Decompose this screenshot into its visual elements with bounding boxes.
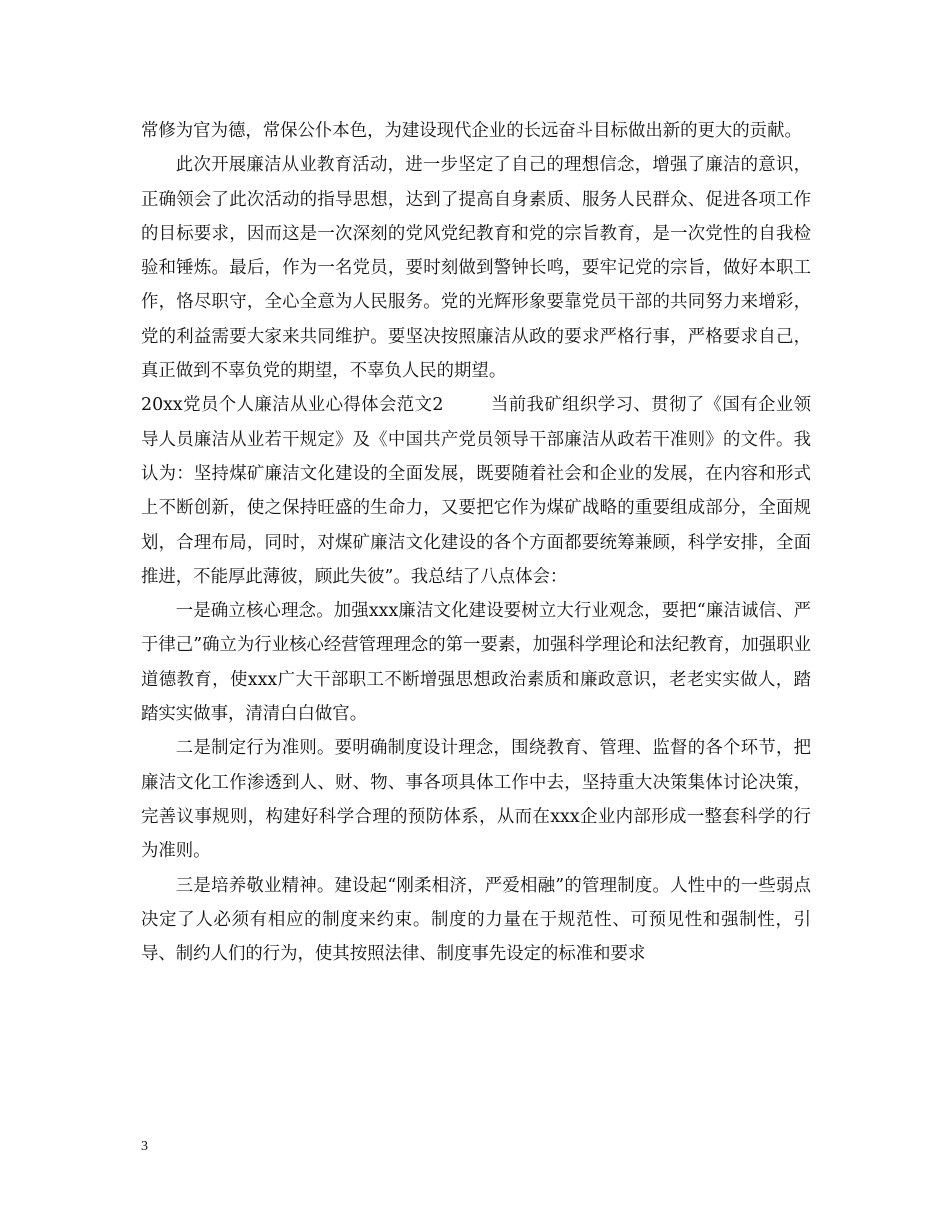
- page-number: 3: [141, 1139, 148, 1154]
- paragraph-1: [141, 114, 811, 148]
- paragraph-6: [141, 869, 811, 972]
- paragraph-5: [141, 731, 811, 868]
- paragraph-2: [141, 148, 811, 388]
- paragraph-3: [141, 388, 811, 594]
- paragraph-5-text: 二是制定行为准则。要明确制度设计理念，围绕教育、管理、监督的各个环节，把廉洁文化工作渗透到人、财、物、事各项具体工作中去，坚持重大决策集体讨论决策，完善议事规则，构建好科学合理的预防体系，从而在xxx企业内部形成一整套科学的行为准则。: [141, 738, 811, 862]
- document-body: [141, 114, 811, 971]
- section-heading: 20xx党员个人廉洁从业心得体会范文2: [141, 395, 444, 416]
- heading-spacer: [443, 395, 491, 415]
- paragraph-2-text: 此次开展廉洁从业教育活动，进一步坚定了自己的理想信念，增强了廉洁的意识，正确领会了此次活动的指导思想，达到了提高自身素质、服务人民群众、促进各项工作的目标要求，因而这是一次深刻的党风党纪教育和党的宗旨教育，是一次党性的自我检验和锤炼。最后，作为一名党员，要时刻做到警钟长鸣，要牢记党的宗旨，做好本职工作，恪尽职守，全心全意为人民服务。党的光辉形象要靠党员干部的共同努力来增彩，党的利益需要大家来共同维护。要坚决按照廉洁从政的要求严格行事，严格要求自己，真正做到不辜负党的期望，不辜负人民的期望。: [141, 155, 811, 382]
- paragraph-1-text: 常修为官为德，常保公仆本色，为建设现代企业的长远奋斗目标做出新的更大的贡献。: [141, 121, 802, 141]
- paragraph-4: [141, 594, 811, 731]
- paragraph-6-text: 三是培养敬业精神。建设起“刚柔相济，严爱相融”的管理制度。人性中的一些弱点决定了人必须有相应的制度来约束。制度的力量在于规范性、可预见性和强制性，引导、制约人们的行为，使其按照法律、制度事先设定的标准和要求: [141, 875, 811, 965]
- paragraph-3-text: 当前我矿组织学习、贯彻了《国有企业领导人员廉洁从业若干规定》及《中国共产党员领导干部廉洁从政若干准则》的文件。我认为：坚持煤矿廉洁文化建设的全面发展，既要随着社会和企业的发展，在内容和形式上不断创新，使之保持旺盛的生命力，又要把它作为煤矿战略的重要组成部分，全面规划，合理布局，同时，对煤矿廉洁文化建设的各个方面都要统筹兼顾，科学安排，全面推进，不能厚此薄彼，顾此失彼”。我总结了八点体会：: [141, 395, 811, 587]
- paragraph-4-text: 一是确立核心理念。加强xxx廉洁文化建设要树立大行业观念，要把“廉洁诚信、严于律己”确立为行业核心经营管理理念的第一要素，加强科学理论和法纪教育，加强职业道德教育，使xxx广大干部职工不断增强思想政治素质和廉政意识，老老实实做人，踏踏实实做事，清清白白做官。: [141, 601, 811, 725]
